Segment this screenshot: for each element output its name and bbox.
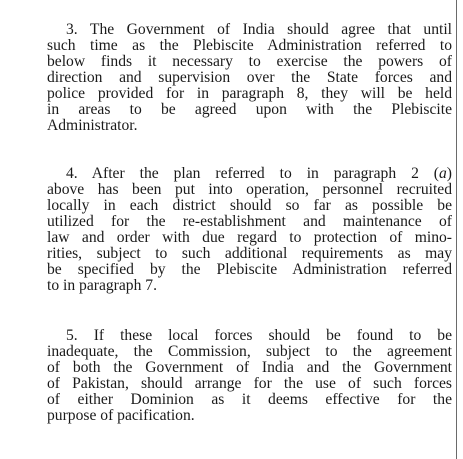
paragraph-4 [47, 166, 452, 294]
paragraph-line: direction and supervision over the State forces and [47, 69, 452, 86]
paragraph-line: Administrator. [47, 117, 138, 134]
paragraph-line: such time as the Plebiscite Administration referred to [47, 37, 452, 54]
paragraph-line: of either Dominion as it deems effective for the [47, 391, 452, 408]
paragraph-line: of both the Government of India and the Government [47, 359, 452, 376]
paragraph-line: inadequate, the Commission, subject to the agreement [47, 343, 452, 360]
paragraph-line: law and order with due regard to protection of mino- [47, 229, 452, 246]
paragraph-line: police provided for in paragraph 8, they will be held [47, 85, 452, 102]
paragraph-3 [47, 22, 452, 134]
paragraph-line: above has been put into operation, personnel recruited [47, 181, 452, 198]
paragraph-line: purpose of pacification. [47, 407, 195, 424]
paragraph-line: locally in each district should so far as possible be [47, 197, 452, 214]
paragraph-5 [47, 328, 452, 424]
paragraph-line: be specified by the Plebiscite Administration referred [47, 261, 452, 278]
paragraph-line: 3. The Government of India should agree that until [66, 21, 452, 38]
paragraph-line: of Pakistan, should arrange for the use of such forces [47, 375, 452, 392]
paragraph-line: in areas to be agreed upon with the Plebiscite [47, 101, 452, 118]
page-edge-rule [456, 0, 457, 459]
paragraph-line: 5. If these local forces should be found to be [66, 327, 452, 344]
paragraph-line: to in paragraph 7. [47, 277, 157, 294]
paragraph-line: rities, subject to such additional requirements as may [47, 245, 452, 262]
paragraph-line: below finds it necessary to exercise the powers of [47, 53, 452, 70]
paragraph-line: utilized for the re-establishment and maintenance of [47, 213, 452, 230]
paragraph-line: 4. After the plan referred to in paragraph 2 (a) [66, 165, 452, 182]
